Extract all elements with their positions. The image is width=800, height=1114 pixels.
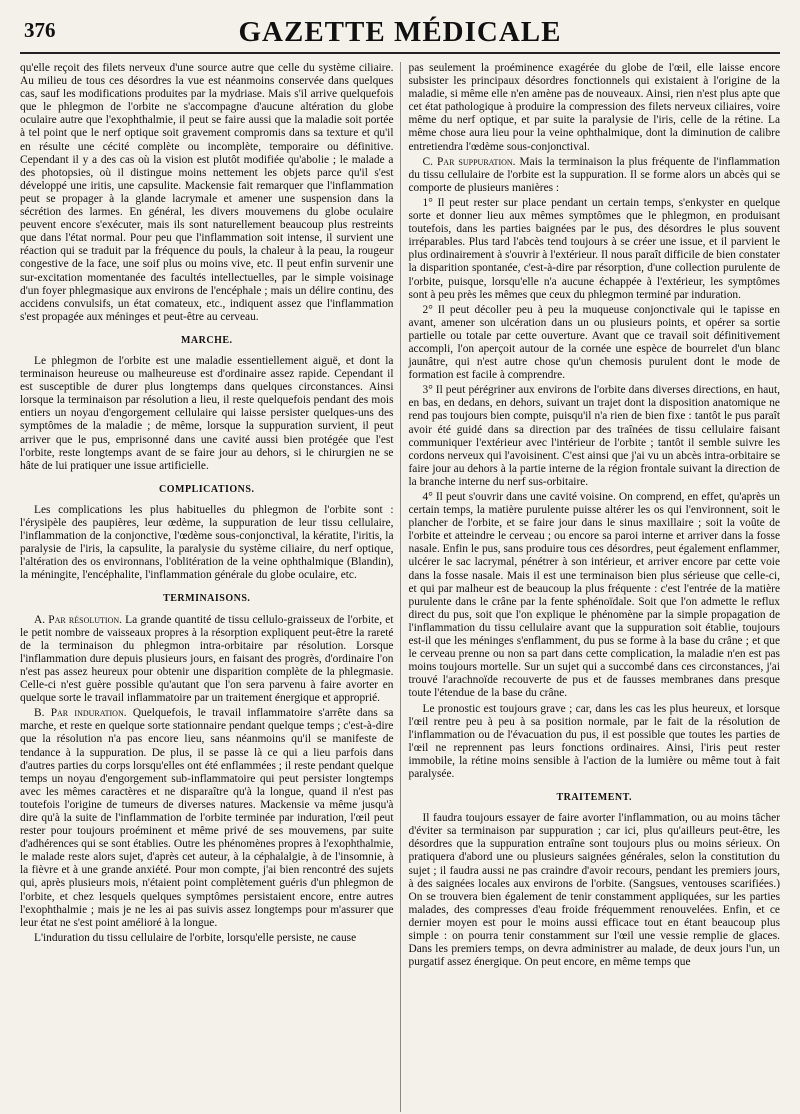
paragraph-marche: Le phlegmon de l'orbite est une maladie essentiellement aiguë, et dont la terminaison heureuse ou malheureuse est d'ordinaire assez rapide. Cependant il est susceptible de durer plus longtemps dans quelques circonstances. Ainsi lorsque la terminaison par résolution a lieu, il reste quelquefois pendant des mois entiers un noyau d'engorgement cellulaire qui laisse persister quelques-uns des symptômes de la maladie ; de même, lorsque la suppuration survient, il peut arriver que le pus, emprisonné dans une cavité aussi bien protégée que l'est l'orbite, reste longtemps avant de se faire jour au dehors, si le chirurgien ne se hâte de lui pratiquer une issue artificielle. (20, 354, 394, 472)
paragraph-induration-continued: pas seulement la proéminence exagérée du globe de l'œil, elle laisse encore subsister les principaux désordres fonctionnels qui existaient à l'origine de la maladie, si même elle n'en amène pas de nouveaux. Ainsi, rien n'est plus apte que cet état pathologique à produire la compression des filets nerveux ciliaires, voire même du nerf optique, et par suite la paralysie de l'iris, celle de la rétine. La même chose aura lieu pour la veine ophthalmique, dont la diminution de calibre entretiendra l'œdème sous-conjonctival. (408, 62, 780, 153)
text-induration: Quelquefois, le travail inflammatoire s'arrête dans sa marche, et reste en quelque sorte stationnaire pendant quelque temps ; c'est-à-dire que la résolution n'a pas encore lieu, sans néanmoins qu'il se manifeste de tendance à la suppuration. De plus, il se passe là ce qui a lieu parfois dans d'autres parties du corps lorsqu'elles ont été enflammées ; il reste pendant quelque temps un noyau d'engorgement sub-inflammatoire qui peut persister longtemps avec les mêmes caractères et ne disparaître qu'à la longue, quand il n'est pas toutefois l'origine de tumeurs de diverses natures. Mackensie va même jusqu'à dire qu'à la suite de l'inflammation de l'orbite terminée par induration, l'œil peut rester pour toujours proéminent et même privé de ses mouvemens, par suite d'adhérences qui se sont établies. Outre les phénomènes propres à l'exophthalmie, le malade reste alors sujet, d'après cet auteur, à la céphalalgie, à de l'insomnie, à la fièvre et à une grande anxiété. Pour mon compte, j'ai bien rencontré des sujets qui, après plusieurs mois, n'étaient point complètement guéris d'un phlegmon de l'orbite, et chez lesquels quelques symptômes persistaient encore, entre autres l'exophthalmie ; mais je ne les ai pas suivis assez longtemps pour m'assurer que leur état ne s'est point amélioré à la longue. (20, 707, 394, 929)
paragraph-resolution (20, 614, 394, 706)
left-column (20, 62, 400, 1112)
list-item-1: 1° Il peut rester sur place pendant un certain temps, s'enkyster en quelque sorte et donner lieu aux mêmes symptômes que le phlegmon, en produisant toutefois, dans les parties baignées par le pus, des désordres le plus souvent irréparables. Plus tard l'abcès tend toujours à se créer une issue, et il parvient le plus ordinairement à s'ouvrir à l'extérieur. Il nous paraît difficile de bien constater la disparition spontanée, c'est-à-dire par résorption, d'une collection purulente de l'orbite, puisque, lorsqu'elle n'a aucune échappée à l'extérieur, les symptômes sont à peu près les mêmes que ceux du phlegmon terminé par induration. (408, 196, 780, 301)
paragraph-prognostic: Le pronostic est toujours grave ; car, dans les cas les plus heureux, et lorsque l'œil rentre peu à peu à sa position normale, par le fait de la résolution de l'inflammation ou de l'évacuation du pus, il est possible que toutes les parties de l'œil ne reprennent pas leurs fonctions ordinaires. Ainsi, l'iris peut rester immobile, la rétine moins sensible à l'action de la lumière ou même tout à fait paralysée. (408, 702, 780, 780)
section-heading-traitement: TRAITEMENT. (556, 792, 633, 804)
paragraph-traitement: Il faudra toujours essayer de faire avorter l'inflammation, ou au moins tâcher d'éviter sa terminaison par suppuration ; car ici, plus qu'ailleurs peut-être, les désordres que la suppuration entraîne sont toujours plus ou moins sérieux. On pratiquera d'abord une ou plusieurs saignées générales, selon la constitution du sujet ; il faudra aussi ne pas craindre d'avoir recours, pendant les premiers jours, à des saignées locales aux environs de l'orbite. (Sangsues, ventouses scarifiées.) On se trouvera bien également de tenir constamment appliquées, sur les parties malades, des compresses d'eau froide fréquemment renouvelées. Enfin, et ce dernier moyen est pour le moins aussi efficace tout en étant beaucoup plus simple : on pourra tenir constamment sur l'œil une vessie remplie de glaces. Dans les premiers temps, on devra administrer au malade, de deux jours l'un, un purgatif assez énergique. On peut encore, en même temps que (408, 812, 780, 969)
page-number: 376 (24, 18, 56, 42)
paragraph-complications: Les complications les plus habituelles du phlegmon de l'orbite sont : l'érysipèle des paupières, leur œdème, la suppuration de leur tissu cellulaire, l'inflammation de la conjonctive, l'œdème sous-conjonctival, la kératite, l'iritis, la paralysie de l'iris, la capsulite, la paralysie du système ciliaire, du nerf optique, l'altération des os environnans, l'oblitération de la veine ophthalmique (Blandin), la méningite, l'encéphalite, l'inflammation générale du globe oculaire, etc. (20, 503, 394, 582)
section-heading-complications: COMPLICATIONS. (159, 483, 255, 495)
section-heading-marche: MARCHE. (180, 334, 233, 346)
paragraph-symptoms-continued: qu'elle reçoit des filets nerveux d'une source autre que celle du système ciliaire. Au milieu de tous ces désordres la vue est néanmoins conservée dans quelques cas, sauf les modifications produites par la mydriase. Mais s'il arrive quelquefois que le phlegmon de l'orbite ne s'accompagne d'aucune altération du globe oculaire autre que l'exophthalmie, il peut se faire aussi que la maladie soit portée à tel point que le nerf optique soit gravement compromis dans sa texture et qu'il en résulte une cécité complète ou incomplète, temporaire ou définitive. Cependant il y a des cas où la vision est plutôt modifiée qu'abolie ; le malade a des photopsies, où il distingue moins nettement les objets parce qu'il s'est développé une iritis, une capsulite. Mackensie fait remarquer que l'inflammation peut se propager à la glande lacrymale et amener une suspension dans la sécrétion des larmes. En général, les divers mouvemens du globe oculaire peuvent encore s'exécuter, mais ils sont naturellement beaucoup plus restreints que dans l'état normal. Pour peu que l'inflammation soit intense, il survient une réaction qui se traduit par la fréquence du pouls, la chaleur à la peau, la rougeur congestive de la face, une soif plus ou moins vive, etc. Il peut enfin survenir une sur-excitation momentanée des facultés intellectuelles, par le simple voisinage d'un foyer phlegmasique aux environs de l'encéphale ; mais un délire continu, des accidens convulsifs, un état comateux, etc., indiquent assez que l'inflammation s'est propagée aux méninges et peut-être au cerveau. (20, 62, 394, 323)
section-heading-terminaisons: TERMINAISONS. (163, 593, 251, 605)
header-rule (20, 52, 780, 54)
list-item-3: 3° Il peut pérégriner aux environs de l'orbite dans diverses directions, en haut, en bas, en dedans, en dehors, suivant un trajet dont la disposition anatomique ne rend pas toujours bien compte, puisqu'il n'a rien de bien fixe : tantôt le pus paraît avoir été guidé dans sa direction par des traînées de tissu cellulaire faisant communiquer l'extérieur avec l'intérieur de l'orbite ; tantôt il semble suivre les cordons nerveux qui l'avoisinent. C'est ainsi que j'ai vu un abcès intra-orbitaire se faire jour au dehors à la partie interne de la région frontale suivant la direction de la branche interne du nerf sus-orbitaire. (408, 384, 780, 488)
text-resolution: La grande quantité de tissu cellulo-graisseux de l'orbite, et le petit nombre de vaisseaux propres à la résorption expliquent peut-être la rareté de la terminaison du phlegmon intra-orbitaire par résolution. Lorsque l'inflammation dure depuis plusieurs jours, en faisant des progrès, d'ordinaire l'on n'est pas assez heureux pour obtenir une disparition complète de la phlegmasie. Celle-ci n'est guère possible qu'autant que l'on sera parvenu à faire avorter en quelque sorte le travail inflammatoire par un traitement énergique et approprié. (20, 613, 394, 705)
subheading-induration: B. Par induration. (34, 707, 127, 720)
paragraph-induration (20, 707, 394, 930)
paragraph-suppuration (409, 156, 781, 195)
list-item-4: 4° Il peut s'ouvrir dans une cavité voisine. On comprend, en effet, qu'après un certain temps, la matière purulente puisse altérer les os qui l'environnent, soit le plancher de l'orbite, et se faire jour dans le sinus maxillaire ; soit la voûte de l'orbite et atteindre le cerveau ; ou encore sa paroi interne et arriver dans la fosse nasale. Enfin le pus, sans produire tous ces désordres, peut également enflammer, ulcérer le sac lacrymal, pénétrer à son intérieur, et arriver encore par cette voie dans la fosse nasale. Mais il est une terminaison bien plus sérieuse que celle-ci, et qui par malheur est de beaucoup la plus fréquente : c'est l'entrée de la matière purulente dans le crâne par la fente sphénoïdale. Soit que l'on admette le reflux direct du pus, soit que l'on explique le phénomène par la simple propagation de l'inflammation du tissu cellulaire avant que la suppuration soit établie, toujours est-il que les méninges s'enflamment, du pus se forme à la base du crâne ; et que le cerveau prenne ou non sa part dans cette complication, la maladie n'en est pas moins toujours mortelle. Sur un sujet qui a succombé dans ces circonstances, j'ai trouvé l'arachnoïde recouverte de pus et de fausses membranes dans presque toute l'étendue de la base du crâne. (408, 491, 780, 700)
running-head (20, 14, 780, 54)
right-column (400, 62, 781, 1112)
subheading-resolution: A. Par résolution. (34, 613, 122, 626)
subheading-suppuration: C. Par suppuration. (422, 155, 516, 168)
paragraph-induration-persists: L'induration du tissu cellulaire de l'orbite, lorsqu'elle persiste, ne cause (34, 931, 357, 944)
text-columns (20, 62, 780, 1112)
journal-title: GAZETTE MÉDICALE (238, 16, 562, 48)
list-item-2: 2° Il peut décoller peu à peu la muqueuse conjonctivale qui le tapisse en avant, amener son ulcération dans un ou plusieurs points, et opérer sa sortie partielle ou totale par cette ouverture. Avant que ce travail soit définitivement accompli, l'on aperçoit autour de la cornée une espèce de bourrelet d'un blanc jaunâtre, qui n'est autre chose qu'un chemosis purulent dont le mode de formation est facile à comprendre. (408, 303, 780, 382)
text-suppuration: Mais la terminaison la plus fréquente de l'inflammation du tissu cellulaire de l'orbite est la suppuration. Il se forme alors un abcès qui se comporte de plusieurs manières : (408, 155, 780, 194)
